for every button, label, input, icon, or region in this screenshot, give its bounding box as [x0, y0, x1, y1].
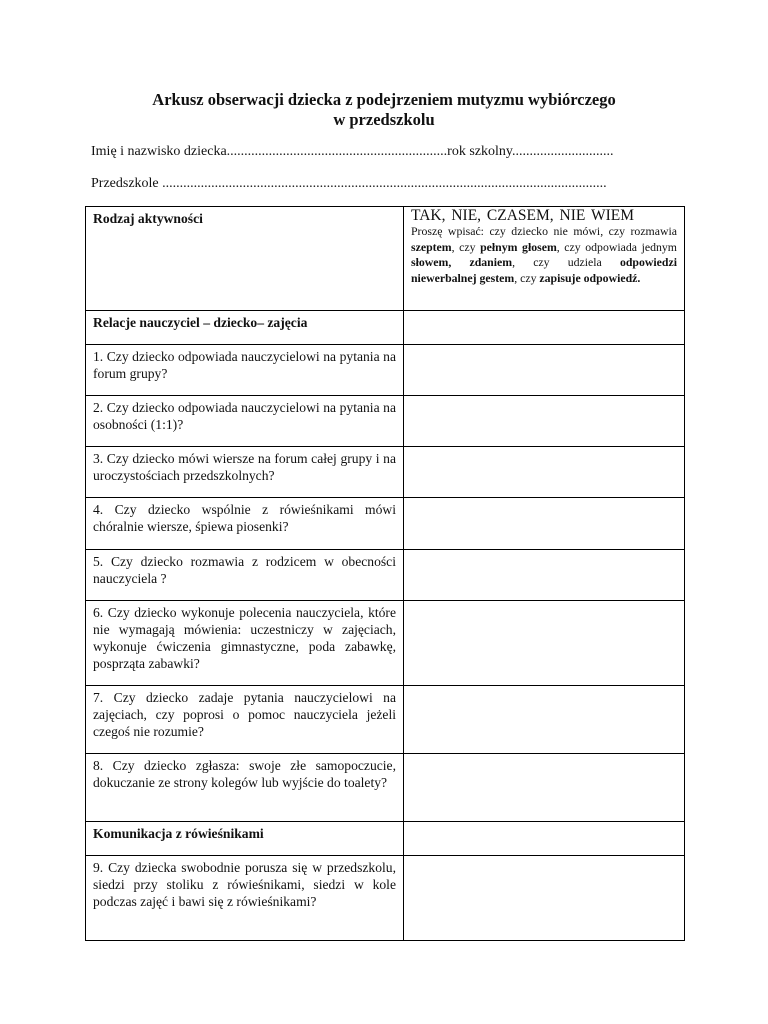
question-text: 7. Czy dziecko zadaje pytania nauczycielowi na zajęciach, czy poprosi o pomoc nauczyciela jeżeli czegoś nie rozumie? [86, 686, 404, 754]
question-row [86, 550, 685, 601]
question-row [86, 754, 685, 822]
question-row [86, 396, 685, 447]
preschool-field[interactable]: Przedszkole ............................................................................................................................... [91, 176, 607, 191]
question-row [86, 345, 685, 396]
answer-cell[interactable] [404, 498, 685, 550]
answer-instructions: Proszę wpisać: czy dziecko nie mówi, czy rozmawia szeptem, czy pełnym głosem, czy odpowiada jednym słowem, zdaniem, czy udziela odpowiedzi niewerbalnej gestem, czy zapisuje odpowiedź. [411, 224, 677, 285]
answer-header-cell [404, 207, 685, 311]
answer-cell[interactable] [404, 550, 685, 601]
answer-cell[interactable] [404, 856, 685, 941]
question-text: 2. Czy dziecko odpowiada nauczycielowi na pytania na osobności (1:1)? [86, 396, 404, 447]
answer-cell[interactable] [404, 686, 685, 754]
section-row-teacher-relations [86, 311, 685, 345]
title-line-1: Arkusz obserwacji dziecka z podejrzeniem mutyzmu wybiórczego [152, 90, 616, 109]
section-row-peer-communication [86, 822, 685, 856]
answer-cell[interactable] [404, 822, 685, 856]
question-row [86, 601, 685, 686]
answer-options-heading: TAK, NIE, CZASEM, NIE WIEM [411, 207, 635, 224]
question-text: 8. Czy dziecko zgłasza: swoje złe samopoczucie, dokuczanie ze strony kolegów lub wyjście do toalety? [86, 754, 404, 822]
activity-type-header: Rodzaj aktywności [86, 207, 404, 311]
answer-cell[interactable] [404, 447, 685, 498]
observation-table [85, 206, 685, 941]
question-row [86, 686, 685, 754]
question-text: 6. Czy dziecko wykonuje polecenia nauczyciela, które nie wymagają mówienia: uczestniczy w zajęciach, wykonuje ćwiczenia gimnastyczne, poda zabawkę, posprząta zabawki? [86, 601, 404, 686]
answer-cell[interactable] [404, 396, 685, 447]
question-text: 3. Czy dziecko mówi wiersze na forum całej grupy i na uroczystościach przedszkolnych? [86, 447, 404, 498]
document-title [0, 90, 768, 130]
answer-cell[interactable] [404, 345, 685, 396]
question-row [86, 498, 685, 550]
section-title: Relacje nauczyciel – dziecko– zajęcia [86, 311, 404, 345]
answer-cell[interactable] [404, 601, 685, 686]
section-title: Komunikacja z rówieśnikami [86, 822, 404, 856]
question-text: 4. Czy dziecko wspólnie z rówieśnikami mówi chóralnie wiersze, śpiewa piosenki? [86, 498, 404, 550]
child-name-field[interactable]: Imię i nazwisko dziecka...............................................................rok szkolny............................. [91, 144, 614, 159]
question-text: 9. Czy dziecka swobodnie porusza się w przedszkolu, siedzi przy stoliku z rówieśnikami, siedzi w kole podczas zajęć i bawi się z rówieśnikami? [86, 856, 404, 941]
table-header-row [86, 207, 685, 311]
answer-cell[interactable] [404, 311, 685, 345]
question-text: 5. Czy dziecko rozmawia z rodzicem w obecności nauczyciela ? [86, 550, 404, 601]
answer-cell[interactable] [404, 754, 685, 822]
question-text: 1. Czy dziecko odpowiada nauczycielowi na pytania na forum grupy? [86, 345, 404, 396]
question-row [86, 856, 685, 941]
title-line-2: w przedszkolu [333, 110, 435, 129]
question-row [86, 447, 685, 498]
